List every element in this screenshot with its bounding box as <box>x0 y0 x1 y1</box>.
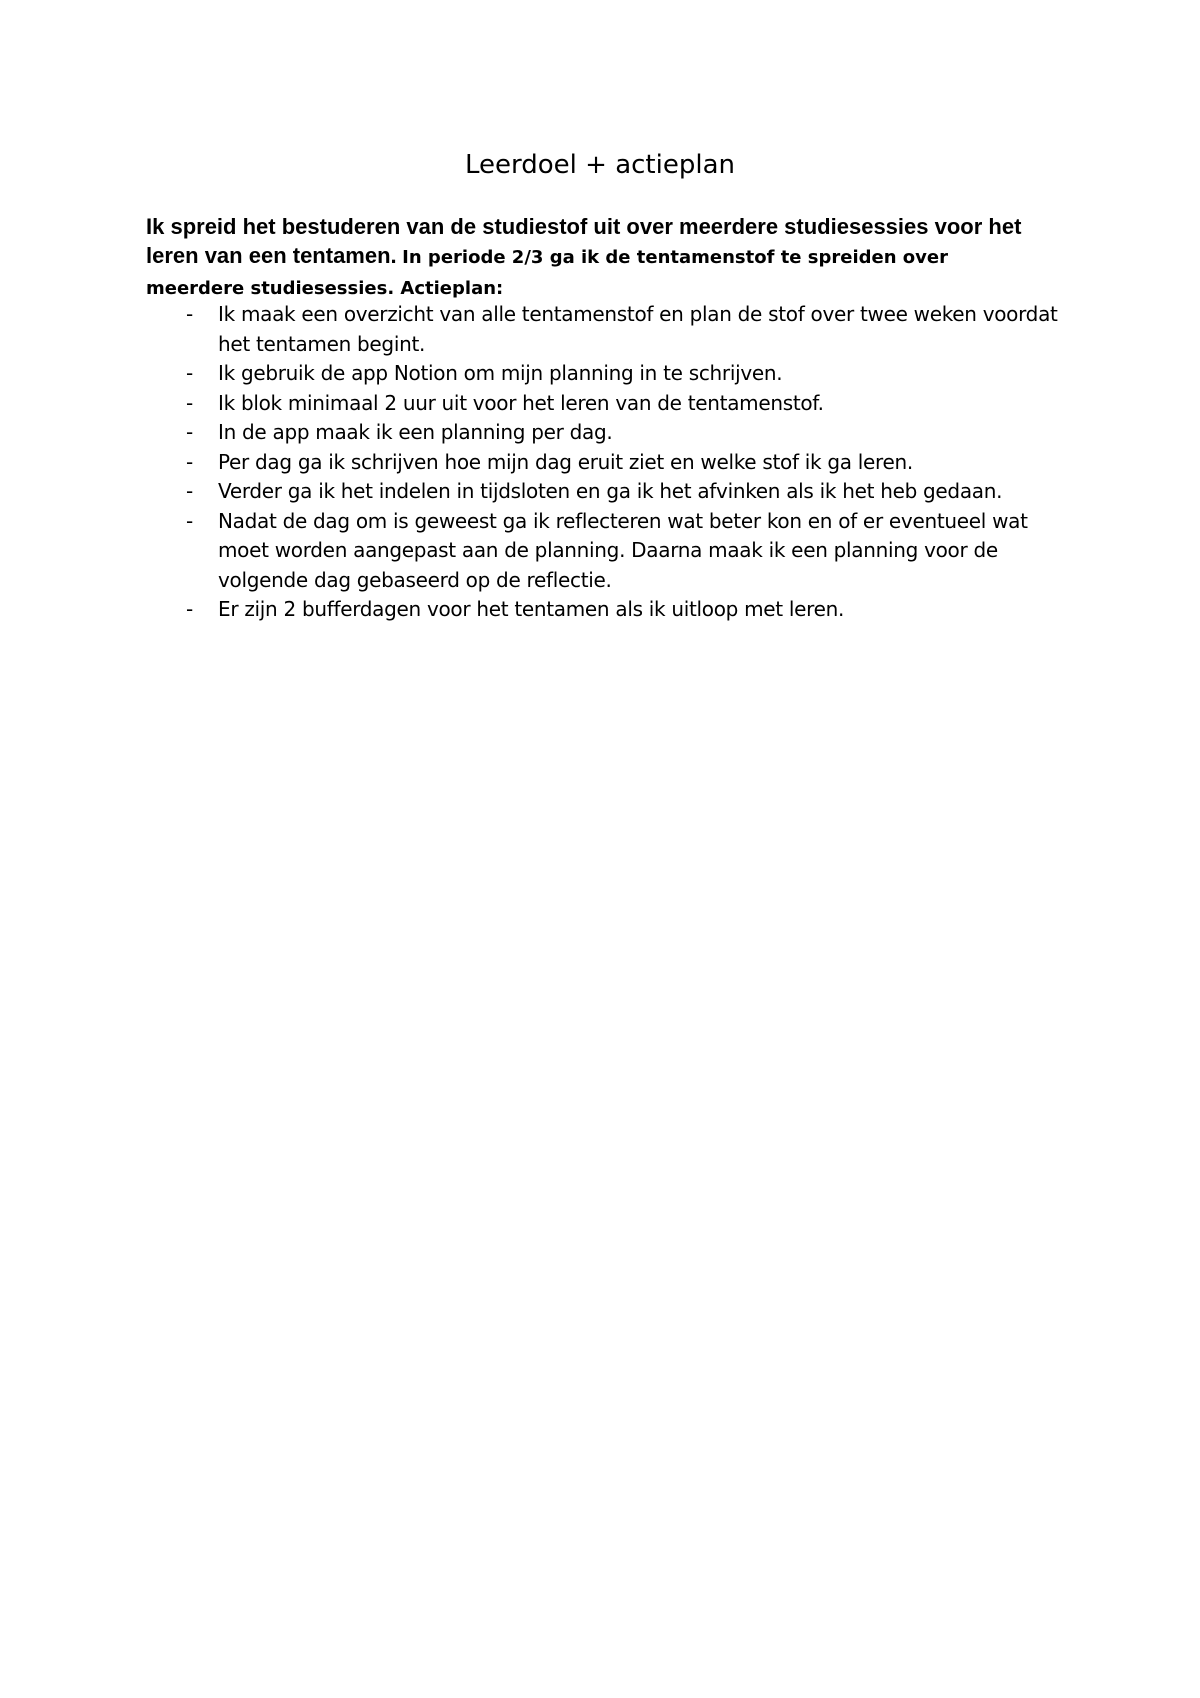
list-item <box>146 448 1066 478</box>
list-item <box>146 418 1066 448</box>
list-item-text: In de app maak ik een planning per dag. <box>218 420 613 444</box>
bullet-dash: - <box>186 508 193 533</box>
action-plan-list <box>146 300 1066 625</box>
list-item-text: Ik blok minimaal 2 uur uit voor het leren van de tentamenstof. <box>218 390 824 415</box>
list-item <box>146 595 1066 625</box>
learning-goal <box>146 212 1046 303</box>
bullet-dash: - <box>186 449 193 474</box>
list-item-text: Er zijn 2 bufferdagen voor het tentamen als ik uitloop met leren. <box>218 597 845 621</box>
bullet-dash: - <box>186 420 193 444</box>
page-title: Leerdoel + actieplan <box>465 150 735 180</box>
list-item-text: Per dag ga ik schrijven hoe mijn dag eruit ziet en welke stof ik ga leren. <box>218 449 913 474</box>
list-item-text: Nadat de dag om is geweest ga ik reflecteren wat beter kon en of er eventueel wat moet worden aangepast aan de planning. Daarna maak ik een planning voor de volgende dag gebaseerd op de reflectie. <box>218 508 1028 592</box>
list-item-text: Verder ga ik het indelen in tijdsloten en ga ik het afvinken als ik het heb gedaan. <box>218 479 1003 503</box>
list-item-text: Ik gebruik de app Notion om mijn planning in te schrijven. <box>218 361 783 385</box>
list-item-text: Ik maak een overzicht van alle tentamenstof en plan de stof over twee weken voordat het tentamen begint. <box>218 302 1058 356</box>
bullet-dash: - <box>186 479 193 503</box>
list-item <box>146 507 1066 596</box>
bullet-dash: - <box>186 302 193 326</box>
list-item <box>146 477 1066 507</box>
bullet-dash: - <box>186 390 193 415</box>
list-item <box>146 300 1066 359</box>
list-item <box>146 359 1066 389</box>
bullet-dash: - <box>186 597 193 621</box>
list-item <box>146 389 1066 419</box>
learning-goal-plan-intro: In periode 2/3 ga ik de tentamenstof te spreiden over meerdere studiesessies. Actieplan: <box>146 247 948 299</box>
bullet-dash: - <box>186 361 193 385</box>
learning-goal-statement: Ik spreid het bestuderen van de studiestof uit over meerdere studiesessies voor het leren van een tentamen. <box>146 214 1022 268</box>
